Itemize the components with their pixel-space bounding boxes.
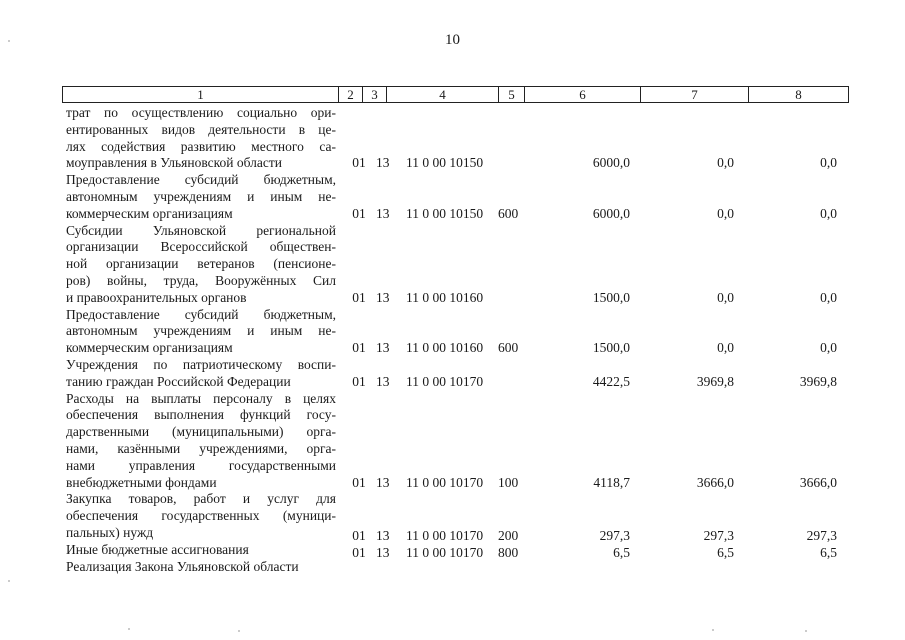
section-code: 01 xyxy=(352,527,366,543)
budget-table-body xyxy=(66,105,849,575)
row-description xyxy=(66,542,336,559)
expense-type: 800 xyxy=(498,544,519,560)
section-code: 01 xyxy=(352,289,366,305)
amount-col-6: 1500,0 xyxy=(592,289,630,305)
description-line: Иные бюджетные ассигнования xyxy=(66,541,249,557)
amount-col-7: 0,0 xyxy=(717,289,734,305)
subsection-code: 13 xyxy=(376,474,390,490)
section-code: 01 xyxy=(352,340,366,356)
table-row xyxy=(66,542,849,559)
expense-type: 100 xyxy=(498,474,519,490)
header-col-1: 1 xyxy=(63,87,339,102)
target-article: 11 0 00 10170 xyxy=(406,373,484,389)
description-line: обеспечения выполнения функций госу- xyxy=(66,407,336,423)
section-code: 01 xyxy=(352,205,366,221)
description-line: внебюджетными фондами xyxy=(66,474,217,490)
description-line: и правоохранительных органов xyxy=(66,289,247,305)
header-col-2: 2 xyxy=(339,87,363,102)
amount-col-8: 6,5 xyxy=(820,544,837,560)
amount-col-6: 6000,0 xyxy=(592,155,630,171)
subsection-code: 13 xyxy=(376,289,390,305)
amount-col-8: 3969,8 xyxy=(799,373,837,389)
table-row xyxy=(66,223,849,307)
description-line: коммерческим организациям xyxy=(66,205,233,221)
description-line: Учреждения по патриотическому воспи- xyxy=(66,356,336,372)
description-line: автономным учреждениям и иным не- xyxy=(66,323,336,339)
table-row xyxy=(66,307,849,357)
description-line: организации Всероссийской обществен- xyxy=(66,239,336,255)
header-col-4: 4 xyxy=(387,87,499,102)
table-row xyxy=(66,391,849,492)
description-line: ров) войны, труда, Вооружённых Сил xyxy=(66,272,336,288)
subsection-code: 13 xyxy=(376,544,390,560)
target-article: 11 0 00 10150 xyxy=(406,205,484,221)
target-article: 11 0 00 10150 xyxy=(406,155,484,171)
description-line: дарственными (муниципальными) орга- xyxy=(66,424,336,440)
description-line: обеспечения государственных (муници- xyxy=(66,508,336,524)
description-line: нами, казёнными учреждениями, орга- xyxy=(66,440,336,456)
description-line: нами управления государственными xyxy=(66,457,336,473)
amount-col-7: 6,5 xyxy=(717,544,734,560)
description-line: пальных) нужд xyxy=(66,524,154,540)
amount-col-6: 297,3 xyxy=(599,527,630,543)
description-line: ной организации ветеранов (пенсионе- xyxy=(66,256,336,272)
row-description xyxy=(66,172,336,222)
amount-col-7: 0,0 xyxy=(717,155,734,171)
amount-col-8: 0,0 xyxy=(820,155,837,171)
row-description xyxy=(66,391,336,492)
amount-col-7: 0,0 xyxy=(717,205,734,221)
subsection-code: 13 xyxy=(376,373,390,389)
table-header xyxy=(62,86,849,103)
expense-type: 600 xyxy=(498,340,519,356)
amount-col-6: 6000,0 xyxy=(592,205,630,221)
row-description xyxy=(66,559,336,576)
table-row xyxy=(66,357,849,391)
description-line: коммерческим организациям xyxy=(66,340,233,356)
expense-type: 200 xyxy=(498,527,519,543)
row-description xyxy=(66,491,336,541)
description-line: автономным учреждениям и иным не- xyxy=(66,188,336,204)
amount-col-8: 0,0 xyxy=(820,340,837,356)
subsection-code: 13 xyxy=(376,340,390,356)
row-description xyxy=(66,307,336,357)
header-col-7: 7 xyxy=(641,87,749,102)
description-line: танию граждан Российской Федерации xyxy=(66,373,291,389)
description-line: лях содействия развитию местного са- xyxy=(66,138,336,154)
table-row xyxy=(66,172,849,222)
description-line: трат по осуществлению социально ори- xyxy=(66,105,336,120)
row-description xyxy=(66,357,336,391)
section-code: 01 xyxy=(352,544,366,560)
amount-col-7: 0,0 xyxy=(717,340,734,356)
description-line: Субсидии Ульяновской региональной xyxy=(66,222,336,238)
amount-col-6: 4118,7 xyxy=(593,474,630,490)
amount-col-8: 0,0 xyxy=(820,205,837,221)
row-description xyxy=(66,223,336,307)
amount-col-6: 4422,5 xyxy=(592,373,630,389)
description-line: ентированных видов деятельности в це- xyxy=(66,121,336,137)
page-number: 10 xyxy=(445,32,460,48)
subsection-code: 13 xyxy=(376,527,390,543)
table-row xyxy=(66,105,849,172)
header-col-8: 8 xyxy=(795,87,802,102)
section-code: 01 xyxy=(352,155,366,171)
amount-col-8: 297,3 xyxy=(806,527,837,543)
description-line: моуправления в Ульяновской области xyxy=(66,155,282,171)
target-article: 11 0 00 10160 xyxy=(406,340,484,356)
expense-type: 600 xyxy=(498,205,519,221)
amount-col-7: 297,3 xyxy=(703,527,734,543)
section-code: 01 xyxy=(352,474,366,490)
amount-col-8: 3666,0 xyxy=(799,474,837,490)
description-line: Реализация Закона Ульяновской области xyxy=(66,558,299,574)
amount-col-6: 1500,0 xyxy=(592,340,630,356)
amount-col-7: 3666,0 xyxy=(696,474,734,490)
description-line: Предоставление субсидий бюджетным, xyxy=(66,306,336,322)
target-article: 11 0 00 10170 xyxy=(406,544,484,560)
amount-col-8: 0,0 xyxy=(820,289,837,305)
subsection-code: 13 xyxy=(376,205,390,221)
amount-col-6: 6,5 xyxy=(613,544,630,560)
table-row xyxy=(66,559,849,576)
section-code: 01 xyxy=(352,373,366,389)
header-col-6: 6 xyxy=(525,87,641,102)
table-row xyxy=(66,491,849,541)
header-col-5: 5 xyxy=(499,87,525,102)
amount-col-7: 3969,8 xyxy=(696,373,734,389)
header-col-3: 3 xyxy=(363,87,387,102)
description-line: Расходы на выплаты персоналу в целях xyxy=(66,390,336,406)
target-article: 11 0 00 10170 xyxy=(406,474,484,490)
description-line: Предоставление субсидий бюджетным, xyxy=(66,172,336,188)
row-description xyxy=(66,105,336,172)
target-article: 11 0 00 10160 xyxy=(406,289,484,305)
target-article: 11 0 00 10170 xyxy=(406,527,484,543)
subsection-code: 13 xyxy=(376,155,390,171)
description-line: Закупка товаров, работ и услуг для xyxy=(66,491,336,507)
